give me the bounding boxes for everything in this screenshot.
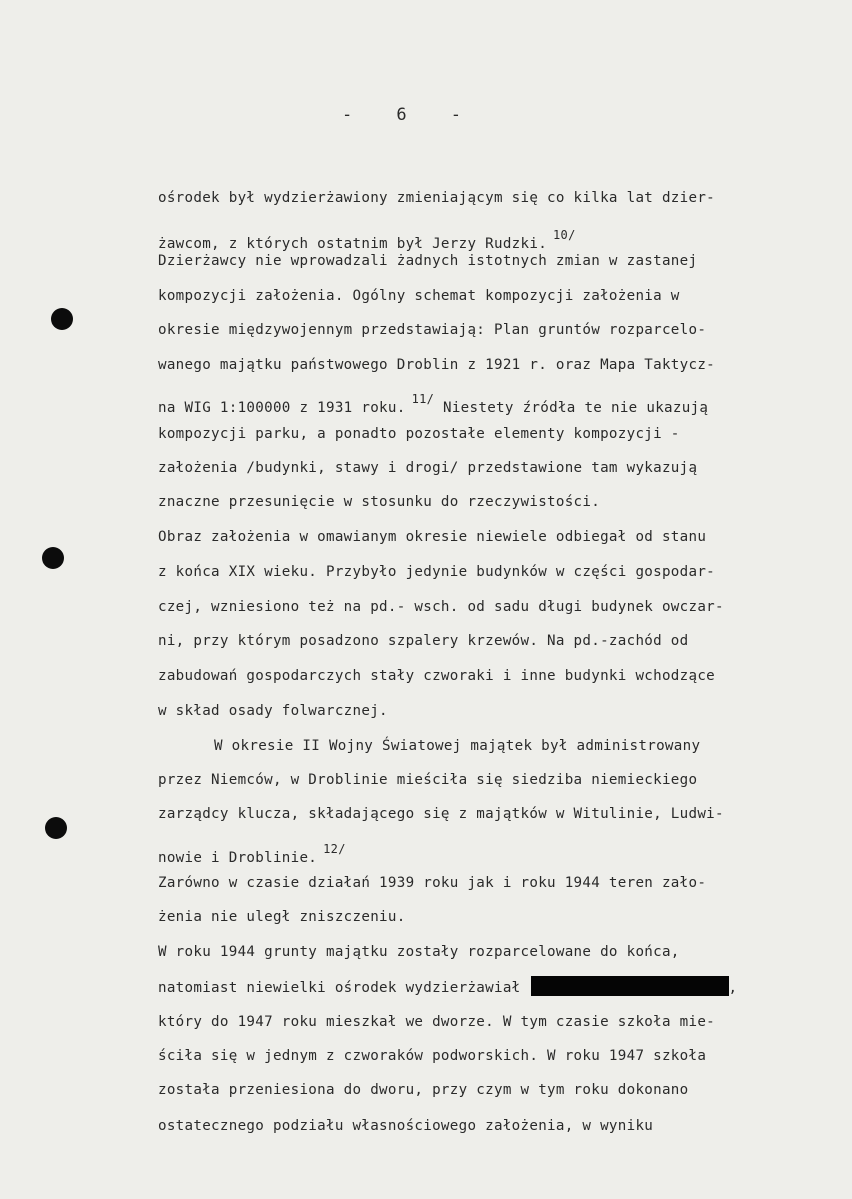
text-line: w skład osady folwarcznej. <box>158 703 388 719</box>
redaction-bar <box>531 976 729 996</box>
text-line: kompozycji parku, a ponadto pozostałe elementy kompozycji - <box>158 426 680 442</box>
text-line: zarządcy klucza, składającego się z majątków w Witulinie, Ludwi- <box>158 806 724 822</box>
footnote-ref-12: 12/ <box>323 842 346 856</box>
binder-hole-middle <box>42 547 64 569</box>
text-line: W roku 1944 grunty majątku zostały rozparcelowane do końca, <box>158 944 680 960</box>
text-line: wanego majątku państwowego Droblin z 1921 r. oraz Mapa Taktycz- <box>158 357 716 373</box>
text-line: nowie i Droblinie.$^{12/}$ <box>158 842 346 866</box>
footnote-ref-10: 10/ <box>553 228 576 242</box>
text-line: W okresie II Wojny Światowej majątek był administrowany <box>214 738 701 754</box>
page-number-dash-right: - <box>450 105 462 125</box>
binder-hole-bottom <box>45 817 67 839</box>
text-line: kompozycji założenia. Ogólny schemat kompozycji założenia w <box>158 288 680 304</box>
footnote-ref-11: 11/ <box>411 392 435 406</box>
text-line: ośrodek był wydzierżawiony zmieniającym się co kilka lat dzier- <box>158 190 716 206</box>
text-line: żenia nie uległ zniszczeniu. <box>158 909 406 925</box>
text-line: Zarówno w czasie działań 1939 roku jak i roku 1944 teren zało- <box>158 875 707 891</box>
text-line: ściła się w jednym z czworaków podworskich. W roku 1947 szkoła <box>158 1048 707 1064</box>
text-line: natomiast niewielki ośrodek wydzierżawiał , <box>158 976 828 998</box>
text-line: okresie międzywojennym przedstawiają: Plan gruntów rozparcelo- <box>158 322 707 338</box>
text-line: Dzierżawcy nie wprowadzali żadnych istotnych zmian w zastanej <box>158 253 698 269</box>
text-line: założenia /budynki, stawy i drogi/ przedstawione tam wykazują <box>158 460 698 476</box>
text-line: Obraz założenia w omawianym okresie niewiele odbiegał od stanu <box>158 529 707 545</box>
text-line: który do 1947 roku mieszkał we dworze. W tym czasie szkoła mie- <box>158 1014 716 1030</box>
text-line: czej, wzniesiono też na pd.- wsch. od sadu długi budynek owczar- <box>158 599 724 615</box>
binder-hole-top <box>51 308 73 330</box>
page-number-value: 6 <box>396 105 408 125</box>
page-number-dash-left: - <box>342 105 354 125</box>
text-line: ni, przy którym posadzono szpalery krzewów. Na pd.-zachód od <box>158 633 689 649</box>
text-line: przez Niemców, w Droblinie mieściła się siedziba niemieckiego <box>158 772 698 788</box>
text-line: na WIG 1:100000 z 1931 roku.$^{11/}$ Niestety źródła te nie ukazują <box>158 392 709 416</box>
page-number <box>342 100 462 130</box>
text-line: zabudowań gospodarczych stały czworaki i inne budynki wchodzące <box>158 668 716 684</box>
text-line: znaczne przesunięcie w stosunku do rzeczywistości. <box>158 494 601 510</box>
text-line: żawcom, z których ostatnim był Jerzy Rudzki.$^{10/}$ <box>158 228 576 252</box>
text-line: ostatecznego podziału własnościowego założenia, w wyniku <box>158 1118 654 1134</box>
text-line: z końca XIX wieku. Przybyło jedynie budynków w części gospodar- <box>158 564 716 580</box>
text-line: została przeniesiona do dworu, przy czym w tym roku dokonano <box>158 1082 689 1098</box>
